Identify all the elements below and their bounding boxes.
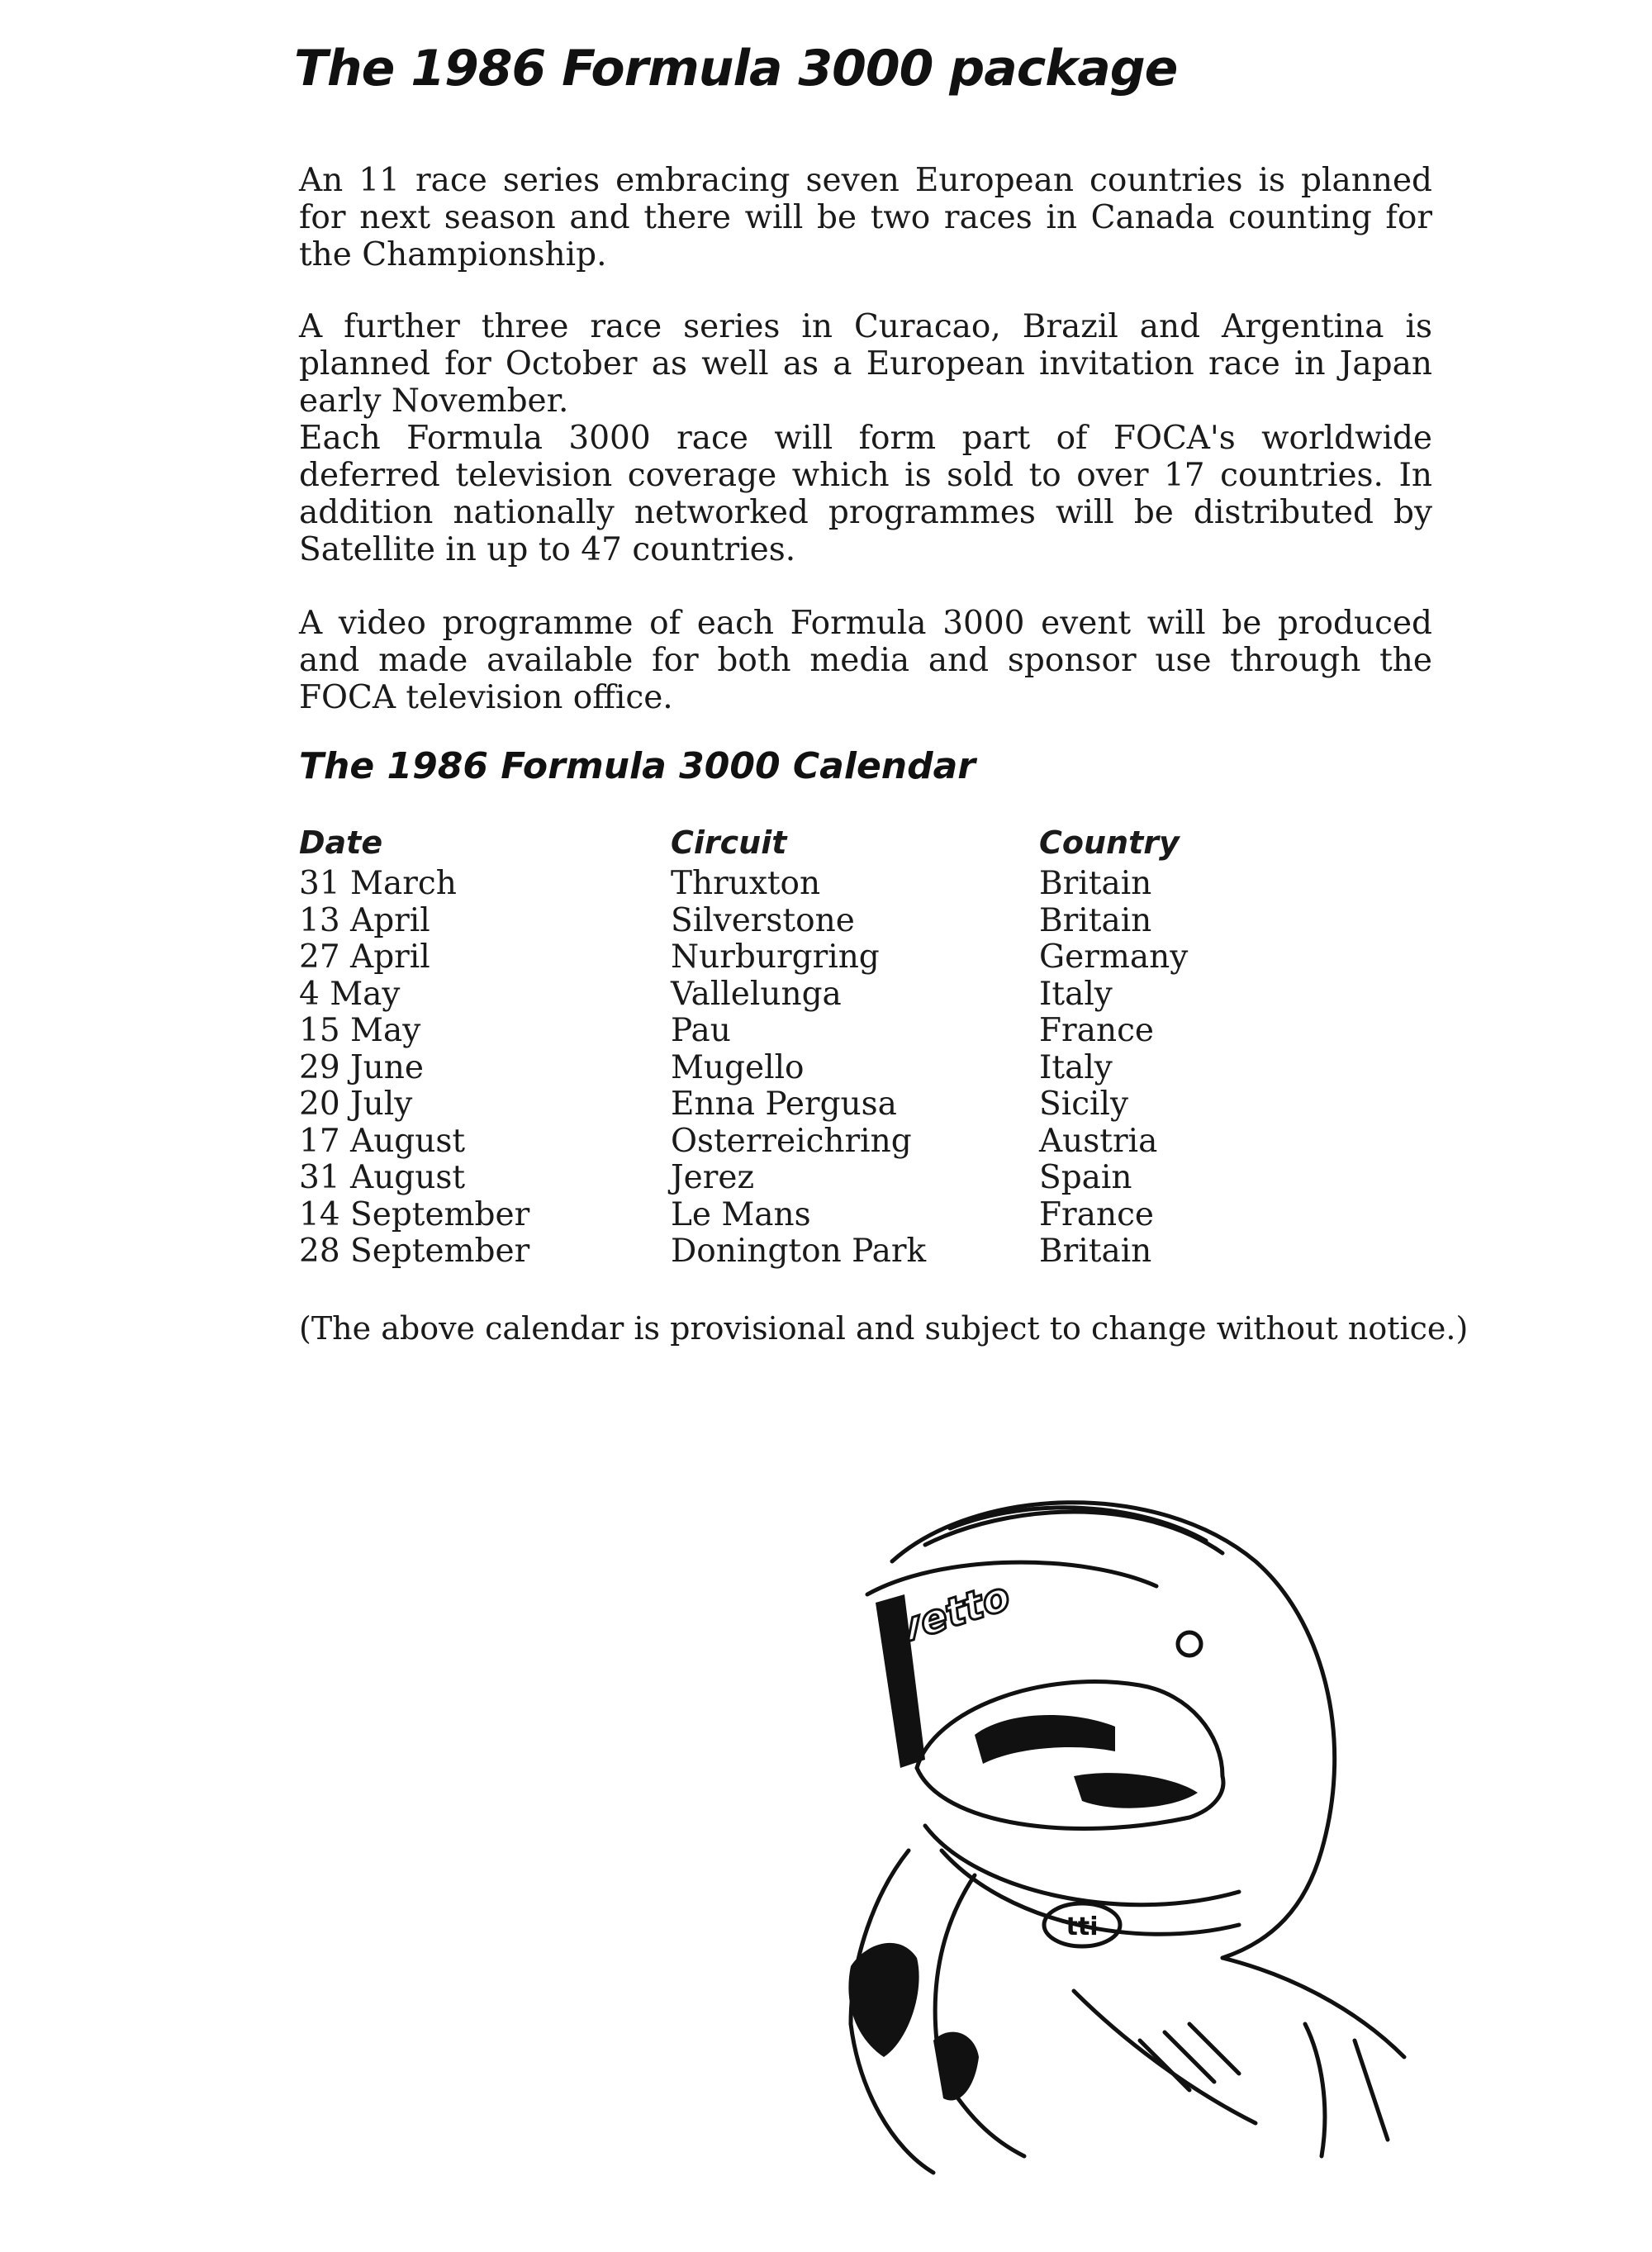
calendar-cell-date: 20 July <box>299 1086 413 1123</box>
calendar-cell-circuit: Vallelunga <box>671 975 842 1013</box>
collar-badge <box>1044 1903 1120 1946</box>
calendar-cell-date: 15 May <box>299 1012 421 1049</box>
calendar-cell-circuit: Nurburgring <box>671 938 880 976</box>
calendar-row <box>299 1050 1290 1087</box>
calendar-cell-circuit: Mugello <box>671 1048 805 1086</box>
calendar-cell-circuit: Donington Park <box>671 1233 927 1270</box>
calendar-cell-country: France <box>1039 1012 1154 1049</box>
calendar-cell-country: Italy <box>1039 1048 1113 1086</box>
page-title: The 1986 Formula 3000 package <box>294 40 1178 97</box>
calendar-cell-circuit: Jerez <box>671 1159 754 1196</box>
calendar-cell-date: 31 August <box>299 1159 466 1196</box>
calendar-row <box>299 903 1290 940</box>
calendar-cell-country: Britain <box>1039 901 1152 939</box>
calendar-row <box>299 976 1290 1014</box>
calendar-cell-country: Sicily <box>1039 1086 1129 1123</box>
paragraph-further-races: A further three race series in Curacao, Brazil and Argentina is planned for October as well as a European invitation race in Japan early November. <box>299 308 1432 420</box>
calendar-cell-date: 29 June <box>299 1048 424 1086</box>
calendar-header-row <box>299 824 1290 866</box>
paragraph-television: Each Formula 3000 race will form part of FOCA's worldwide deferred television coverage which is sold to over 17 countries. In addition nationally networked programmes will be distributed by Satellite in up to 47 countries. <box>299 420 1432 568</box>
calendar-rows <box>299 866 1290 1271</box>
calendar-cell-country: France <box>1039 1195 1154 1233</box>
calendar-cell-date: 14 September <box>299 1195 530 1233</box>
calendar-row <box>299 1124 1290 1161</box>
calendar-table <box>299 824 1290 1271</box>
calendar-row <box>299 866 1290 903</box>
calendar-cell-circuit: Silverstone <box>671 901 855 939</box>
calendar-cell-date: 13 April <box>299 901 430 939</box>
calendar-cell-country: Spain <box>1039 1159 1132 1196</box>
calendar-cell-date: 4 May <box>299 975 401 1013</box>
header-date: Date <box>299 824 383 861</box>
calendar-title: The 1986 Formula 3000 Calendar <box>299 745 976 787</box>
calendar-cell-circuit: Osterreichring <box>671 1122 912 1160</box>
calendar-cell-country: Austria <box>1039 1122 1158 1160</box>
calendar-cell-country: Britain <box>1039 1233 1152 1270</box>
calendar-note: (The above calendar is provisional and subject to change without notice.) <box>299 1310 1469 1347</box>
calendar-row <box>299 1160 1290 1197</box>
calendar-cell-circuit: Enna Pergusa <box>671 1086 897 1123</box>
calendar-cell-country: Britain <box>1039 865 1152 902</box>
visor-reflections <box>848 1594 1198 2101</box>
calendar-cell-country: Germany <box>1039 938 1189 976</box>
header-circuit: Circuit <box>671 824 787 861</box>
paragraph-video: A video programme of each Formula 3000 event will be produced and made available for both media and sponsor use through the FOCA television office. <box>299 605 1432 716</box>
calendar-row <box>299 1086 1290 1124</box>
calendar-row <box>299 1013 1290 1050</box>
calendar-cell-date: 27 April <box>299 938 430 976</box>
paragraph-series: An 11 race series embracing seven European countries is planned for next season and there will be two races in Canada counting for the Championship. <box>299 162 1432 273</box>
calendar-cell-date: 17 August <box>299 1122 466 1160</box>
calendar-cell-circuit: Thruxton <box>671 865 821 902</box>
calendar-cell-date: 28 September <box>299 1233 530 1270</box>
racing-driver-helmet-illustration <box>727 1462 1437 2206</box>
collar-badge-text: tti <box>1066 1912 1099 1941</box>
calendar-cell-date: 31 March <box>299 865 457 902</box>
calendar-row <box>299 1197 1290 1234</box>
helmet-brand-lettering: vetto <box>889 1573 1016 1654</box>
header-country: Country <box>1039 824 1180 861</box>
calendar-cell-circuit: Le Mans <box>671 1195 811 1233</box>
calendar-row <box>299 1233 1290 1271</box>
calendar-cell-country: Italy <box>1039 975 1113 1013</box>
calendar-row <box>299 939 1290 976</box>
calendar-cell-circuit: Pau <box>671 1012 731 1049</box>
